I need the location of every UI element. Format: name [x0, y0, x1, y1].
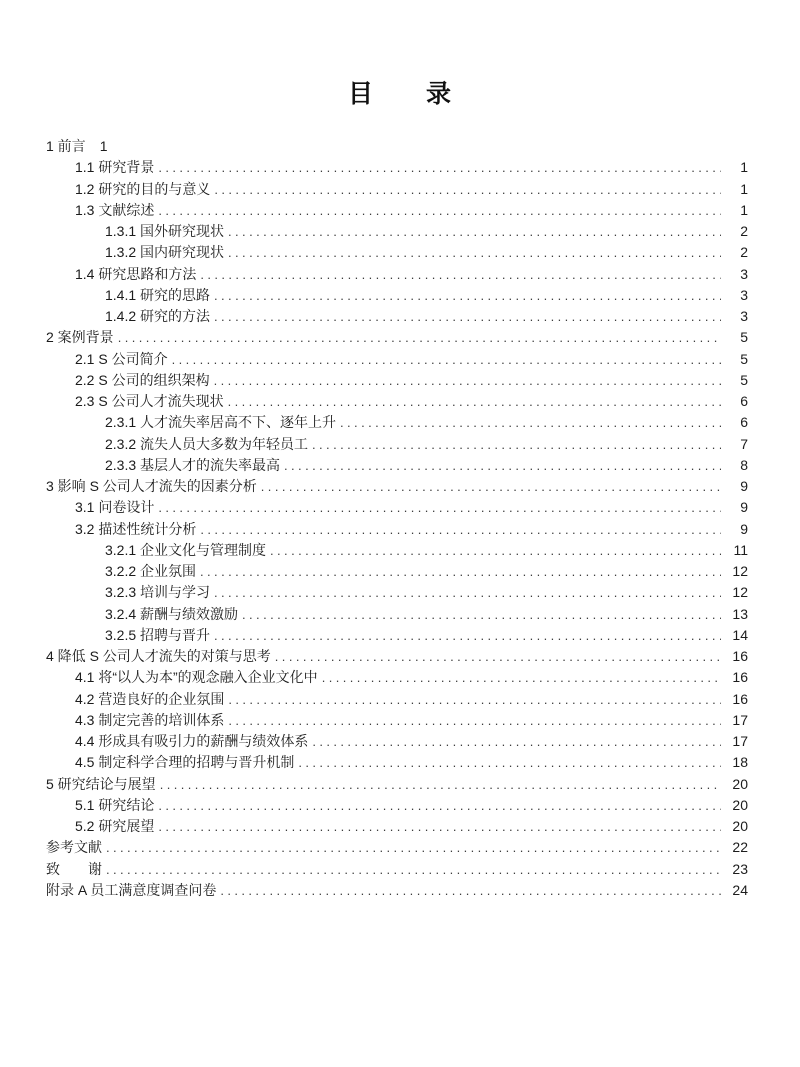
toc-entry	[46, 816, 748, 837]
toc-entry-label: 5.2 研究展望	[75, 818, 155, 834]
toc-entry-label: 4.4 形成具有吸引力的薪酬与绩效体系	[75, 733, 309, 749]
toc-entry	[46, 561, 748, 582]
toc-entry-label: 参考文献	[46, 839, 102, 856]
toc-entry	[46, 136, 748, 157]
toc-entry	[46, 476, 748, 497]
toc-entry-page: 6	[740, 414, 748, 431]
toc-entry-page: 5	[740, 371, 748, 388]
toc-entry	[46, 646, 748, 667]
dot-leader	[106, 859, 721, 880]
toc-entry-label: 5 研究结论与展望	[46, 775, 156, 792]
dot-leader	[214, 370, 721, 391]
dot-leader	[214, 285, 721, 306]
toc-entry-label: 5.1 研究结论	[75, 796, 155, 813]
toc-entry-label: 附录 A 员工满意度调查问卷	[46, 881, 217, 898]
dot-leader	[228, 391, 721, 412]
toc-entry-page: 23	[732, 860, 748, 877]
toc-entry	[46, 264, 748, 285]
toc-entry	[46, 880, 748, 901]
toc-entry-page: 7	[740, 435, 748, 452]
toc-entry-label: 2 案例背景	[46, 329, 114, 346]
toc-entry-label: 3.2.4 薪酬与绩效激励	[105, 605, 239, 622]
dot-leader	[200, 561, 721, 582]
toc-entry-page: 17	[732, 711, 748, 728]
toc-entry-label: 3.2 描述性统计分析	[75, 520, 197, 537]
toc-entry-label: 3.2.5 招聘与晋升	[105, 626, 211, 643]
toc-entry	[46, 710, 748, 731]
toc-entry	[46, 774, 748, 795]
toc-entry	[46, 667, 748, 688]
toc-entry-label: 2.1 S 公司简介	[75, 350, 168, 367]
toc-entry	[46, 179, 748, 200]
toc-entry	[46, 519, 748, 540]
toc-entry-page: 3	[740, 308, 748, 324]
toc-entry-page: 18	[732, 754, 748, 771]
toc-entry-page: 20	[732, 796, 748, 813]
toc-entry	[46, 837, 748, 858]
toc-entry-page: 24	[732, 881, 748, 898]
toc-entry-label: 1.4.1 研究的思路	[105, 286, 211, 303]
dot-leader	[172, 349, 721, 370]
toc-entry-page: 8	[740, 456, 748, 473]
toc-entry-page: 11	[733, 541, 748, 558]
toc-entry	[46, 859, 748, 880]
dot-leader	[340, 412, 721, 433]
dot-leader	[158, 497, 721, 518]
toc-entry-page: 1	[740, 201, 748, 218]
toc-entry-page: 6	[740, 393, 748, 409]
toc-entry-page: 17	[732, 733, 748, 749]
toc-entry-label: 2.3.3 基层人才的流失率最高	[105, 456, 281, 473]
dot-leader	[158, 816, 721, 837]
toc-entry-page: 22	[732, 839, 748, 856]
toc-entry-page: 20	[732, 775, 748, 792]
dot-leader	[220, 880, 721, 901]
toc-entry-page: 20	[732, 818, 748, 834]
toc-entry-label: 2.2 S 公司的组织架构	[75, 371, 210, 388]
toc-entry	[46, 497, 748, 518]
toc-entry-label: 3 影响 S 公司人才流失的因素分析	[46, 478, 257, 494]
toc-entry-page: 9	[740, 499, 748, 516]
toc-entry-label: 2.3.1 人才流失率居高不下、逐年上升	[105, 414, 337, 431]
toc-entry-page: 12	[732, 563, 748, 579]
page-title: 目 录	[347, 80, 452, 108]
toc-entry	[46, 157, 748, 178]
toc-entry-label: 3.2.3 培训与学习	[105, 584, 211, 601]
toc-entry-label: 1.4.2 研究的方法	[105, 308, 211, 324]
dot-leader	[214, 582, 721, 603]
toc-entry-label: 3.2.1 企业文化与管理制度	[105, 541, 267, 558]
dot-leader	[228, 242, 721, 263]
toc-entry-page: 12	[732, 584, 748, 601]
toc-entry-page: 5	[740, 329, 748, 346]
toc-entry	[46, 349, 748, 370]
dot-leader	[228, 689, 721, 710]
toc-entry-page: 13	[732, 605, 748, 622]
dot-leader	[106, 837, 721, 858]
toc-entry-label: 3.1 问卷设计	[75, 499, 155, 516]
toc-entry-page: 9	[740, 478, 748, 494]
toc-entry	[46, 306, 748, 327]
toc-entry	[46, 582, 748, 603]
toc-entry-page: 1	[740, 180, 748, 197]
toc-entry	[46, 455, 748, 476]
toc-entry-label: 1 前言	[46, 138, 86, 154]
toc-entry-page: 2	[740, 244, 748, 261]
dot-leader	[228, 221, 721, 242]
dot-leader	[242, 604, 721, 625]
dot-leader	[275, 646, 721, 667]
toc-entry-page: 1	[740, 159, 748, 176]
toc-entry-label: 4.5 制定科学合理的招聘与晋升机制	[75, 754, 295, 771]
toc-entry	[46, 604, 748, 625]
toc-entry	[46, 795, 748, 816]
toc-entry-page: 14	[732, 626, 748, 643]
toc-entry	[46, 731, 748, 752]
toc-entry	[46, 200, 748, 221]
dot-leader	[228, 710, 721, 731]
toc-entry-page: 9	[740, 520, 748, 537]
toc-entry-page: 3	[740, 286, 748, 303]
dot-leader	[322, 667, 721, 688]
toc-entry-label: 1.1 研究背景	[75, 159, 155, 176]
toc-entry-label: 2.3 S 公司人才流失现状	[75, 393, 224, 409]
toc-list	[46, 136, 748, 901]
dot-leader	[158, 795, 721, 816]
toc-entry	[46, 327, 748, 348]
toc-entry	[46, 412, 748, 433]
dot-leader	[158, 157, 721, 178]
toc-entry	[46, 391, 748, 412]
dot-leader	[270, 540, 721, 561]
dot-leader	[214, 625, 721, 646]
dot-leader	[160, 774, 721, 795]
dot-leader	[261, 476, 721, 497]
toc-entry	[46, 370, 748, 391]
dot-leader	[298, 752, 721, 773]
toc-entry	[46, 689, 748, 710]
toc-entry-label: 1.3 文献综述	[75, 201, 155, 218]
dot-leader	[214, 306, 721, 327]
dot-leader	[158, 200, 721, 221]
toc-entry	[46, 434, 748, 455]
toc-entry-label: 致 谢	[46, 860, 102, 877]
toc-entry-label: 1.3.1 国外研究现状	[105, 223, 225, 239]
dot-leader	[200, 264, 721, 285]
toc-entry	[46, 540, 748, 561]
toc-entry-page: 16	[732, 648, 748, 664]
toc-entry-label: 4.2 营造良好的企业氛围	[75, 690, 225, 707]
toc-entry-page: 2	[740, 223, 748, 239]
toc-entry-page: 3	[740, 265, 748, 282]
dot-leader	[214, 179, 721, 200]
toc-entry-label: 3.2.2 企业氛围	[105, 563, 197, 579]
dot-leader	[312, 731, 721, 752]
toc-entry-page: 16	[732, 690, 748, 707]
dot-leader	[200, 519, 721, 540]
toc-entry-page: 5	[740, 350, 748, 367]
toc-entry	[46, 242, 748, 263]
dot-leader	[118, 327, 721, 348]
toc-entry	[46, 625, 748, 646]
toc-entry	[46, 285, 748, 306]
toc-entry	[46, 752, 748, 773]
toc-entry-page: 1	[99, 138, 108, 154]
toc-entry-label: 4.3 制定完善的培训体系	[75, 711, 225, 728]
dot-leader	[284, 455, 721, 476]
toc-entry-label: 4 降低 S 公司人才流失的对策与思考	[46, 648, 271, 664]
toc-entry-label: 2.3.2 流失人员大多数为年轻员工	[105, 435, 309, 452]
toc-entry-label: 1.3.2 国内研究现状	[105, 244, 225, 261]
toc-entry-label: 4.1 将“以人为本”的观念融入企业文化中	[75, 669, 318, 686]
toc-entry-page: 16	[732, 669, 748, 686]
toc-entry	[46, 221, 748, 242]
dot-leader	[312, 434, 721, 455]
toc-entry-label: 1.4 研究思路和方法	[75, 265, 197, 282]
toc-entry-label: 1.2 研究的目的与意义	[75, 180, 211, 197]
